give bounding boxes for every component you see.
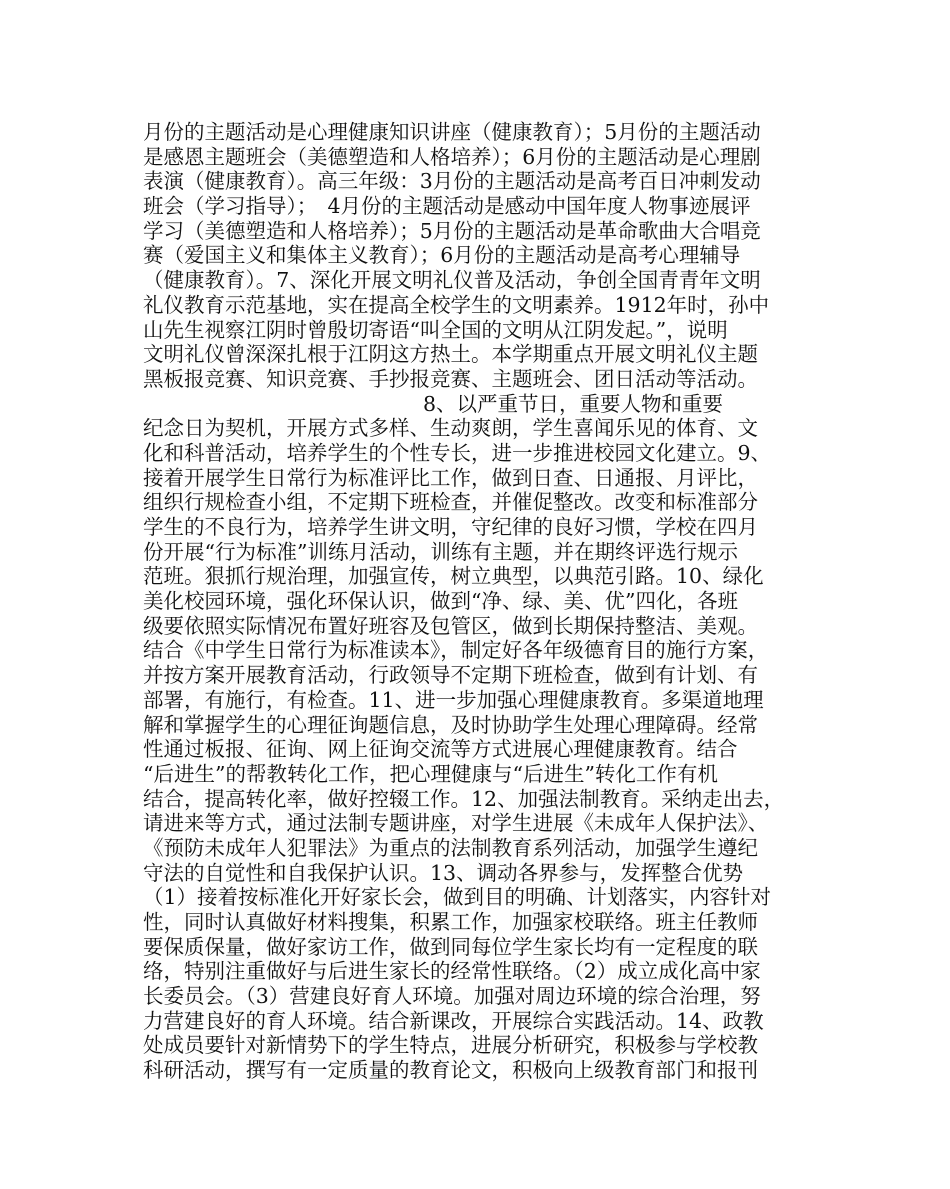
text-line: 黑板报竞赛、知识竞赛、手抄报竞赛、主题班会、团日活动等活动。	[143, 366, 758, 391]
text-line: 要保质保量，做好家访工作，做到同每位学生家长均有一定程度的联	[143, 934, 758, 959]
text-line: 范班。狠抓行规治理，加强宣传，树立典型，以典范引路。10、绿化	[143, 564, 764, 589]
text-line: 是感恩主题班会（美德塑造和人格培养）；6月份的主题活动是心理剧	[143, 144, 761, 169]
text-line: 部署，有施行，有检查。11、进一步加强心理健康教育。多渠道地理	[143, 687, 764, 712]
text-line: 结合，提高转化率，做好控辍工作。12、加强法制教育。采纳走出去，	[143, 786, 785, 811]
text-line: 结合《中学生日常行为标准读本》，制定好各年级德育目的施行方案，	[143, 638, 769, 663]
text-line: 守法的自觉性和自我保护认识。13、调动各界参与，发挥整合优势	[143, 860, 744, 885]
text-line: 月份的主题活动是心理健康知识讲座（健康教育）；5月份的主题活动	[143, 120, 761, 144]
text-line: 班会（学习指导）； 4月份的主题活动是感动中国年度人物事迹展评	[143, 194, 751, 219]
text-line: 份开展“行为标准”训练月活动，训练有主题，并在期终评选行规示	[143, 539, 738, 564]
text-line: 接着开展学生日常行为标准评比工作，做到日查、日通报、月评比，	[143, 465, 758, 490]
text-line: 《预防未成年人犯罪法》为重点的法制教育系列活动，加强学生遵纪	[143, 835, 758, 860]
text-line: （1）接着按标准化开好家长会，做到目的明确、计划落实，内容针对	[143, 885, 772, 910]
body-text	[143, 120, 833, 1083]
text-line: 礼仪教育示范基地，实在提高全校学生的文明素养。1912年时，孙中	[143, 292, 770, 317]
text-line: 性通过板报、征询、网上征询交流等方式进展心理健康教育。结合	[143, 737, 738, 762]
text-line: 学习（美德塑造和人格培养）；5月份的主题活动是革命歌曲大合唱竞	[143, 218, 761, 243]
text-line: （健康教育）。7、深化开展文明礼仪普及活动，争创全国青青年文明	[143, 268, 761, 293]
text-line: 纪念日为契机，开展方式多样、生动爽朗，学生喜闻乐见的体育、文	[143, 416, 758, 441]
text-line: 科研活动，撰写有一定质量的教育论文，积极向上级教育部门和报刊	[143, 1058, 758, 1083]
text-line: 性，同时认真做好材料搜集，积累工作，加强家校联络。班主任教师	[143, 910, 758, 934]
text-line: 并按方案开展教育活动，行政领导不定期下班检查，做到有计划、有	[143, 663, 758, 688]
text-line: 请进来等方式，通过法制专题讲座，对学生进展《未成年人保护法》、	[143, 811, 769, 836]
text-line: 长委员会。（3）营建良好育人环境。加强对周边环境的综合治理，努	[143, 984, 761, 1009]
text-line: 山先生视察江阴时曾殷切寄语“叫全国的文明从江阴发起。”，说明	[143, 317, 728, 342]
text-line: 文明礼仪曾深深扎根于江阴这方热土。本学期重点开展文明礼仪主题	[143, 342, 758, 367]
text-line: 处成员要针对新情势下的学生特点，进展分析研究，积极参与学校教	[143, 1033, 758, 1058]
text-line: 表演（健康教育）。高三年级：3月份的主题活动是高考百日冲刺发动	[143, 169, 761, 194]
text-line: 组织行规检查小组，不定期下班检查，并催促整改。改变和标准部分	[143, 490, 758, 515]
text-line: 美化校园环境，强化环保认识，做到“净、绿、美、优”四化，各班	[143, 589, 738, 614]
text-line: 解和掌握学生的心理征询题信息，及时协助学生处理心理障碍。经常	[143, 712, 758, 737]
text-line: 化和科普活动，培养学生的个性专长，进一步推进校园文化建立。9、	[143, 440, 772, 465]
text-line: 学生的不良行为，培养学生讲文明，守纪律的良好习惯，学校在四月	[143, 515, 758, 539]
text-line: 络，特别注重做好与后进生家长的经常性联络。（2）成立成化高中家	[143, 959, 761, 984]
text-line: 赛（爱国主义和集体主义教育）；6月份的主题活动是高考心理辅导	[143, 243, 741, 268]
text-line: 力营建良好的育人环境。结合新课改，开展综合实践活动。14、政教	[143, 1008, 764, 1033]
text-line-indented: 8、以严重节日，重要人物和重要	[423, 391, 724, 416]
text-line: “后进生”的帮教转化工作，把心理健康与“后进生”转化工作有机	[143, 761, 718, 786]
text-line: 级要依照实际情况布置好班容及包管区，做到长期保持整洁、美观。	[143, 613, 758, 638]
